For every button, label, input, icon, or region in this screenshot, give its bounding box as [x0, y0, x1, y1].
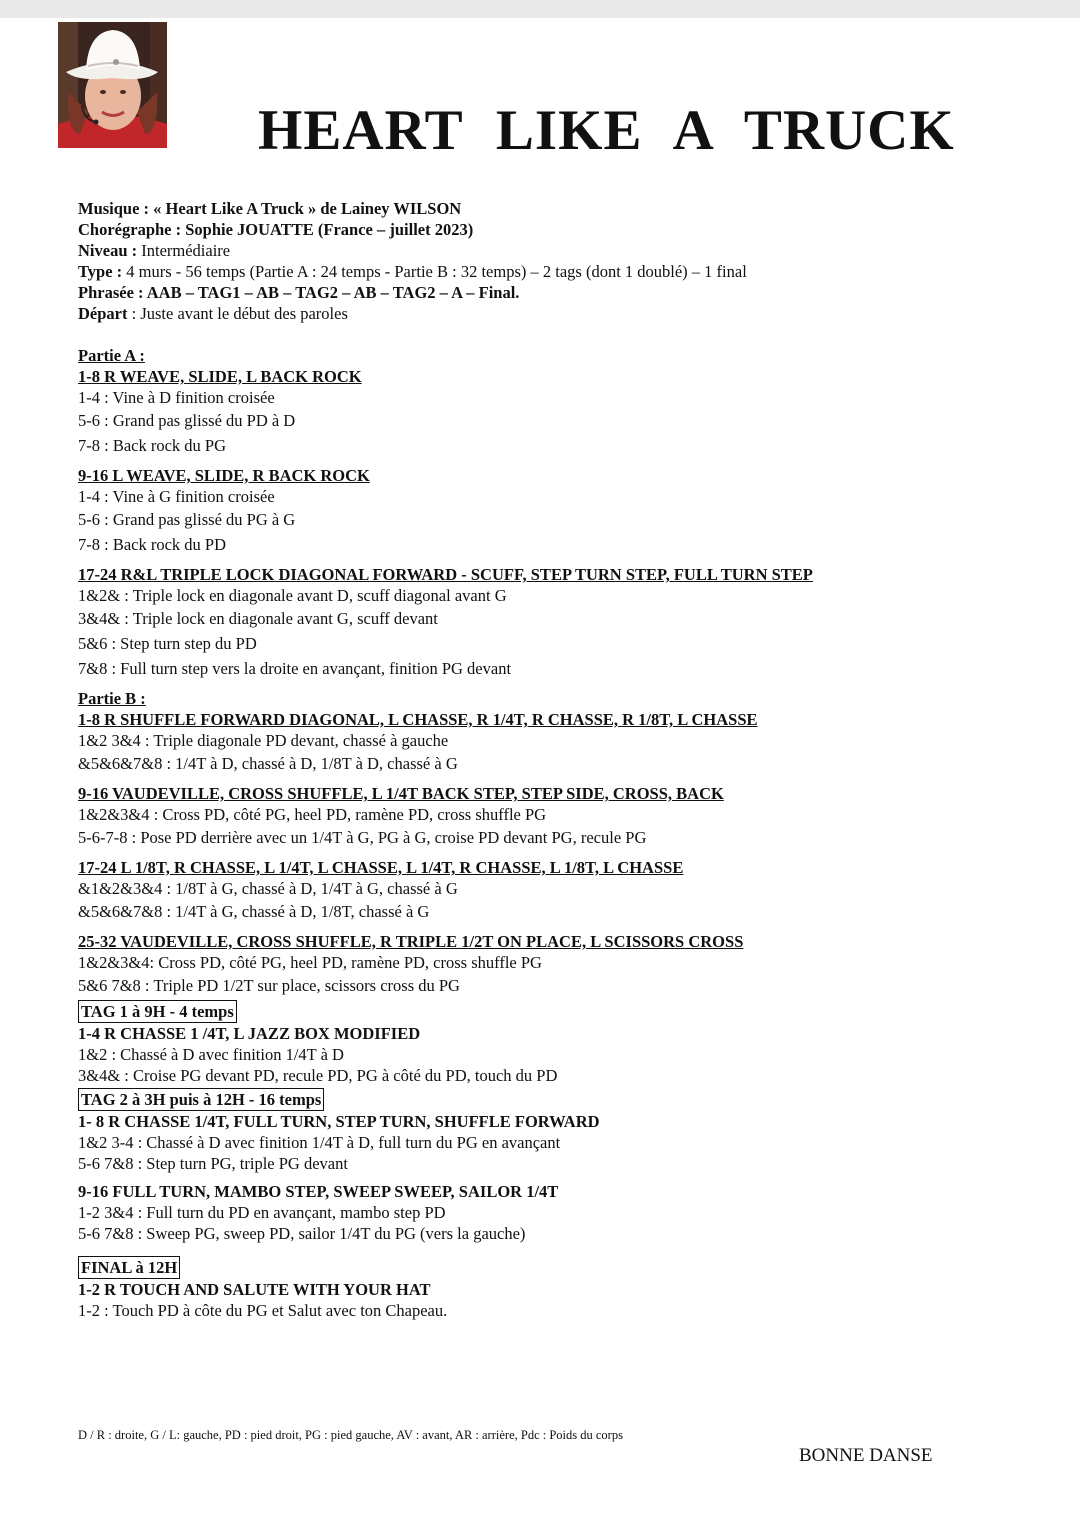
viewer-top-bar: [0, 0, 1080, 18]
step-line: &1&2&3&4 : 1/8T à G, chassé à D, 1/4T à G, chassé à G: [78, 879, 458, 898]
bonne-danse-text: BONNE DANSE: [799, 1445, 933, 1466]
step-line: 5-6-7-8 : Pose PD derrière avec un 1/4T à G, PG à G, croise PD devant PG, recule PG: [78, 828, 647, 847]
step-line: 7-8 : Back rock du PG: [78, 436, 227, 455]
choreographer-photo: [58, 22, 167, 148]
step-line: &5&6&7&8 : 1/4T à G, chassé à D, 1/8T, chassé à G: [78, 902, 430, 921]
section-heading: 9-16 VAUDEVILLE, CROSS SHUFFLE, L 1/4T BACK STEP, STEP SIDE, CROSS, BACK: [78, 784, 724, 803]
musique-line: Musique : « Heart Like A Truck » de Lainey WILSON: [78, 199, 462, 218]
step-line: 1-2 3&4 : Full turn du PD en avançant, mambo step PD: [78, 1203, 446, 1222]
step-line: 1&2& : Triple lock en diagonale avant D, scuff diagonal avant G: [78, 586, 507, 605]
step-line: 5&6 : Step turn step du PD: [78, 634, 257, 653]
type-line: Type : 4 murs - 56 temps (Partie A : 24 temps - Partie B : 32 temps) – 2 tags (dont 1 doublé) – 1 final: [78, 262, 747, 281]
step-line: 5-6 7&8 : Step turn PG, triple PG devant: [78, 1154, 348, 1173]
step-line: 5-6 7&8 : Sweep PG, sweep PD, sailor 1/4T du PG (vers la gauche): [78, 1224, 526, 1243]
step-line: 1-4 : Vine à G finition croisée: [78, 487, 275, 506]
step-line: 7&8 : Full turn step vers la droite en avançant, finition PG devant: [78, 659, 512, 678]
section-heading: 1-8 R WEAVE, SLIDE, L BACK ROCK: [78, 367, 362, 386]
depart-line: Départ : Juste avant le début des paroles: [78, 304, 348, 323]
section-heading: 17-24 L 1/8T, R CHASSE, L 1/4T, L CHASSE, L 1/4T, R CHASSE, L 1/8T, L CHASSE: [78, 858, 684, 877]
section-heading: 1-8 R SHUFFLE FORWARD DIAGONAL, L CHASSE, R 1/4T, R CHASSE, R 1/8T, L CHASSE: [78, 710, 758, 729]
step-line: 1-4 : Vine à D finition croisée: [78, 388, 275, 407]
step-line: 1&2 3-4 : Chassé à D avec finition 1/4T à D, full turn du PG en avançant: [78, 1133, 561, 1152]
section-heading: 9-16 FULL TURN, MAMBO STEP, SWEEP SWEEP, SAILOR 1/4T: [78, 1182, 559, 1201]
step-line: 5-6 : Grand pas glissé du PD à D: [78, 411, 296, 430]
dance-info: [78, 198, 747, 324]
section-heading: 25-32 VAUDEVILLE, CROSS SHUFFLE, R TRIPLE 1/2T ON PLACE, L SCISSORS CROSS: [78, 932, 744, 951]
section-heading: 1-4 R CHASSE 1 /4T, L JAZZ BOX MODIFIED: [78, 1024, 421, 1043]
partie-a-title: Partie A :: [78, 346, 145, 365]
section-heading: 9-16 L WEAVE, SLIDE, R BACK ROCK: [78, 466, 370, 485]
page-title: HEART LIKE A TRUCK: [258, 99, 955, 162]
step-line: 5-6 : Grand pas glissé du PG à G: [78, 510, 296, 529]
step-line: 1&2 : Chassé à D avec finition 1/4T à D: [78, 1045, 344, 1064]
tag1-title: TAG 1 à 9H - 4 temps: [78, 1000, 237, 1023]
section-heading: 17-24 R&L TRIPLE LOCK DIAGONAL FORWARD - SCUFF, STEP TURN STEP, FULL TURN STEP: [78, 565, 813, 584]
abbreviation-legend: D / R : droite, G / L: gauche, PD : pied droit, PG : pied gauche, AV : avant, AR : arrière, Pdc : Poids du corps: [78, 1428, 623, 1442]
step-line: 3&4& : Croise PG devant PD, recule PD, PG à côté du PD, touch du PD: [78, 1066, 558, 1085]
final-title: FINAL à 12H: [78, 1256, 180, 1279]
step-line: 3&4& : Triple lock en diagonale avant G, scuff devant: [78, 609, 438, 628]
step-line: &5&6&7&8 : 1/4T à D, chassé à D, 1/8T à D, chassé à G: [78, 754, 458, 773]
choreography-content: [78, 345, 1038, 1321]
tag2-title: TAG 2 à 3H puis à 12H - 16 temps: [78, 1088, 324, 1111]
section-heading: 1-2 R TOUCH AND SALUTE WITH YOUR HAT: [78, 1280, 431, 1299]
niveau-line: Niveau : Intermédiaire: [78, 241, 231, 260]
step-line: 1&2 3&4 : Triple diagonale PD devant, chassé à gauche: [78, 731, 449, 750]
partie-b-title: Partie B :: [78, 689, 146, 708]
phrasee-line: Phrasée : AAB – TAG1 – AB – TAG2 – AB – TAG2 – A – Final.: [78, 283, 520, 302]
step-line: 1&2&3&4 : Cross PD, côté PG, heel PD, ramène PD, cross shuffle PG: [78, 805, 547, 824]
section-heading: 1- 8 R CHASSE 1/4T, FULL TURN, STEP TURN, SHUFFLE FORWARD: [78, 1112, 600, 1131]
step-line: 1&2&3&4: Cross PD, côté PG, heel PD, ramène PD, cross shuffle PG: [78, 953, 542, 972]
choregraphe-line: Chorégraphe : Sophie JOUATTE (France – juillet 2023): [78, 220, 474, 239]
step-line: 5&6 7&8 : Triple PD 1/2T sur place, scissors cross du PG: [78, 976, 460, 995]
step-line: 1-2 : Touch PD à côte du PG et Salut avec ton Chapeau.: [78, 1301, 448, 1320]
step-line: 7-8 : Back rock du PD: [78, 535, 227, 554]
